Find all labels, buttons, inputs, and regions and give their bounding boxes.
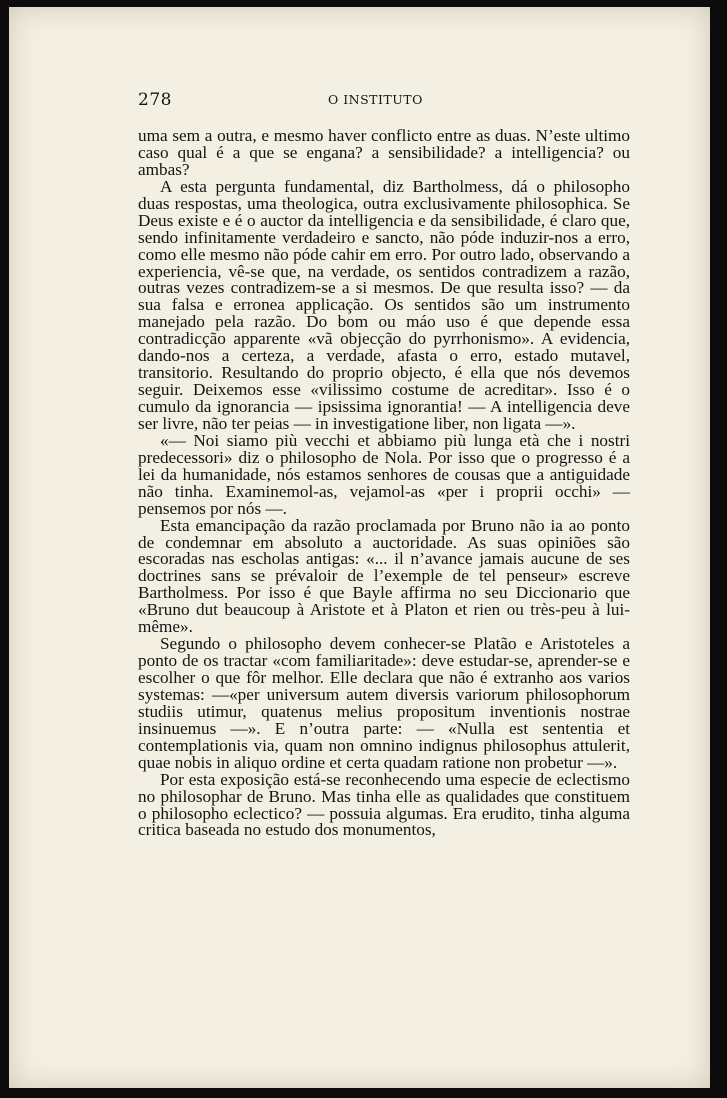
body-text — [138, 128, 630, 839]
paragraph: uma sem a outra, e mesmo haver conflicto entre as duas. N’este ultimo caso qual é a que se engana? a sensibilidade? a intelligencia? ou ambas? — [138, 126, 630, 179]
page-header — [138, 90, 628, 114]
running-title: O INSTITUTO — [328, 92, 423, 107]
page-number: 278 — [138, 90, 172, 110]
paragraph: Por esta exposição está-se reconhecendo uma especie de eclectismo no philosophar de Bruno. Mas tinha elle as qualidades que constituem o philosopho eclectico? — possuia algumas. Era erudito, tinha alguma critica baseada no estudo dos monumentos, — [138, 769, 630, 840]
paragraph: Esta emancipação da razão proclamada por Bruno não ia ao ponto de condemnar em absoluto a auctoridade. As suas opiniões são escoradas nas escholas antigas: «... il n’avance jamais aucune de ses doctrines sans se prévaloir de l’exemple de tel penseur» escreve Bartholmess. Por isso é que Bayle affirma no seu Diccionario que «Bruno dut beaucoup à Aristote et à Platon et rien ou très-peu à lui-même». — [138, 515, 630, 637]
paragraph: A esta pergunta fundamental, diz Bartholmess, dá o philosopho duas respostas, uma theologica, outra exclusivamente philosophica. Se Deus existe e é o auctor da intelligencia e da sensibilidade, é claro que, sendo infinitamente verdadeiro e sancto, não póde induzir-nos a erro, como elle mesmo não póde cahir em erro. Por outro lado, observando a experiencia, vê-se que, na verdade, os sentidos contradizem a razão, outras vezes contradizem-se a si mesmos. De que resulta isso? — da sua falsa e erronea applicação. Os sentidos são um instrumento manejado pela razão. Do bom ou máo uso é que depende essa contradicção apparente «vã objecção do pyrrhonismo». A evidencia, dando-nos a certeza, a verdade, afasta o erro, estado mutavel, transitorio. Resultando do proprio objecto, é ella que nós devemos seguir. Deixemos esse «vilissimo costume de acreditar». Isso é o cumulo da ignorancia — ipsissima ignorantia! — A intelligencia deve ser livre, não ter peias — in investigatione liber, non ligata —». — [138, 176, 630, 433]
paragraph: Segundo o philosopho devem conhecer-se Platão e Aristoteles a ponto de os tractar «com familiaritade»: deve estudar-se, aprender-se e escolher o que fôr melhor. Elle declara que não é extranho aos varios systemas: —«per universum autem diversis variorum philosophorum studiis utimur, quatenus melius propositum inventionis nostrae insinuemus —». E n’outra parte: — «Nulla est sententia et contemplationis via, quam non omnino indignus philosophus attulerit, quae nobis in aliquo ordine et certa quadam ratione non probetur —». — [138, 634, 630, 772]
paragraph: «— Noi siamo più vecchi et abbiamo più lunga età che i nostri predecessori» diz o philosopho de Nola. Por isso que o progresso é a lei da humanidade, nós estamos senhores de cousas que a antiguidade não tinha. Examinemol-as, vejamol-as «per i proprii occhi» — pensemos por nós —. — [138, 430, 630, 518]
